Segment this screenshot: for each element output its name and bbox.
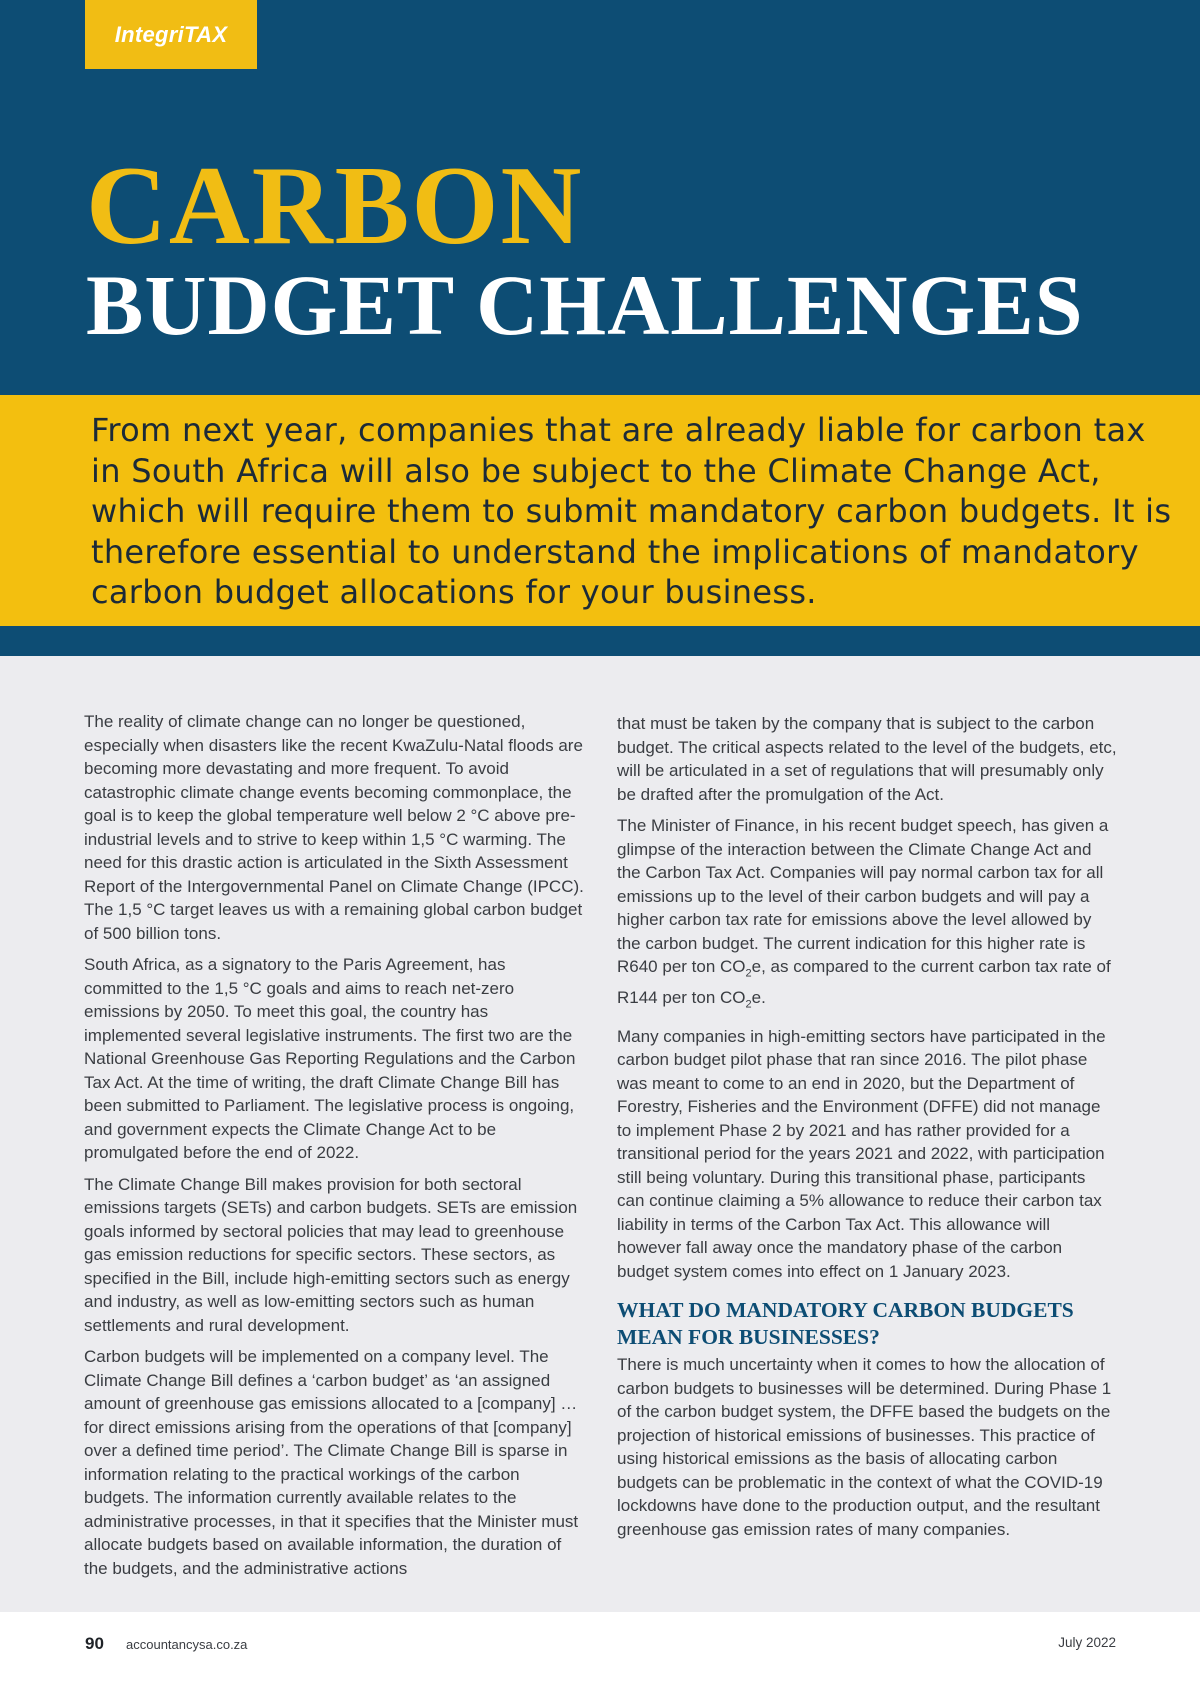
- subscript-2: 2: [745, 998, 752, 1011]
- page-title-line-2: BUDGET CHALLENGES: [86, 257, 1084, 353]
- article-paragraph: Many companies in high-emitting sectors have participated in the carbon budget pilot phase that ran since 2016. The pilot phase was meant to come to an end in 2020, but the Department of Forestry, Fisheries and the Environment (DFFE) did not manage to implement Phase 2 by 2021 and has rather provided for a transitional period for the years 2021 and 2022, with participation still being voluntary. During this transitional phase, participants can continue claiming a 5% allowance to reduce their carbon tax liability in terms of the Carbon Tax Act. This allowance will however fall away once the mandatory phase of the carbon budget system comes into effect on 1 January 2023.: [617, 1026, 1106, 1281]
- article-column-right: [617, 712, 1117, 1549]
- article-paragraph: Carbon budgets will be implemented on a company level. The Climate Change Bill defines a ‘carbon budget’ as ‘an assigned amount of greenhouse gas emissions allocated to a [company] … for direct emissions arising from the operations of that [company] over a defined time period’. The Climate Change Bill is sparse in information relating to the practical workings of the carbon budgets. The information currently available relates to the administrative processes, in that it specifies that the Minister must allocate budgets based on available information, the duration of the budgets, and the administrative actions: [84, 1347, 579, 1578]
- article-paragraph: The Climate Change Bill makes provision for both sectoral emissions targets (SETs) and carbon budgets. SETs are emission goals informed by sectoral policies that may lead to greenhouse gas emission reductions for specific sectors. These sectors, as specified in the Bill, include high-emitting sectors such as energy and industry, as well as low-emitting sectors such as human settlements and rural development.: [84, 1174, 578, 1335]
- brand-logo-badge: [85, 0, 257, 69]
- article-paragraph: [617, 814, 1117, 1017]
- page-footer: [0, 1612, 1200, 1696]
- intro-standfirst: From next year, companies that are already liable for carbon tax in South Africa will also be subject to the Climate Change Act, which will require them to submit mandatory carbon budgets. It is therefore essential to understand the implications of mandatory carbon budget allocations for your business.: [91, 411, 1172, 611]
- article-column-left: [84, 710, 584, 1588]
- section-subheading: WHAT DO MANDATORY CARBON BUDGETS MEAN FOR BUSINESSES?: [617, 1298, 1074, 1350]
- subscript-2: 2: [745, 967, 752, 980]
- article-paragraph: The reality of climate change can no longer be questioned, especially when disasters like the recent KwaZulu-Natal floods are becoming more devastating and more frequent. To avoid catastrophic climate change events becoming commonplace, the goal is to keep the global temperature well below 2 °C above pre-industrial levels and to strive to keep within 1,5 °C warming. The need for this drastic action is articulated in the Sixth Assessment Report of the Intergovernmental Panel on Climate Change (IPCC). The 1,5 °C target leaves us with a remaining global carbon budget of 500 billion tons.: [84, 712, 584, 943]
- text-run: e, as compared to the current carbon tax rate of R144 per ton CO: [617, 957, 1111, 1007]
- footer-website: accountancysa.co.za: [126, 1637, 248, 1652]
- article-paragraph: that must be taken by the company that is subject to the carbon budget. The critical aspects related to the level of the budgets, etc, will be articulated in a set of regulations that will presumably only be drafted after the promulgation of the Act.: [617, 714, 1117, 804]
- text-run: e.: [751, 987, 766, 1007]
- page-title-line-1: CARBON: [86, 144, 584, 268]
- article-paragraph: There is much uncertainty when it comes to how the allocation of carbon budgets to businesses will be determined. During Phase 1 of the carbon budget system, the DFFE based the budgets on the projection of historical emissions of businesses. This practice of using historical emissions as the basis of allocating carbon budgets can be problematic in the context of what the COVID-19 lockdowns have done to the production output, and the resultant greenhouse gas emission rates of many companies.: [617, 1355, 1112, 1539]
- text-run: The Minister of Finance, in his recent budget speech, has given a glimpse of the interaction between the Climate Change Act and the Carbon Tax Act. Companies will pay normal carbon tax for all emissions up to the level of their carbon budgets and will pay a higher carbon tax rate for emissions above the level allowed by the carbon budget. The current indication for this higher rate is R640 per ton CO: [617, 816, 1109, 976]
- article-paragraph: South Africa, as a signatory to the Paris Agreement, has committed to the 1,5 °C goals and aims to reach net-zero emissions by 2050. To meet this goal, the country has implemented several legislative instruments. The first two are the National Greenhouse Gas Reporting Regulations and the Carbon Tax Act. At the time of writing, the draft Climate Change Bill has been submitted to Parliament. The legislative process is ongoing, and government expects the Climate Change Act to be promulgated before the end of 2022.: [84, 955, 576, 1162]
- brand-logo-text: IntegriTAX: [114, 21, 228, 47]
- footer-date: July 2022: [1058, 1635, 1116, 1650]
- page-number: 90: [85, 1634, 104, 1653]
